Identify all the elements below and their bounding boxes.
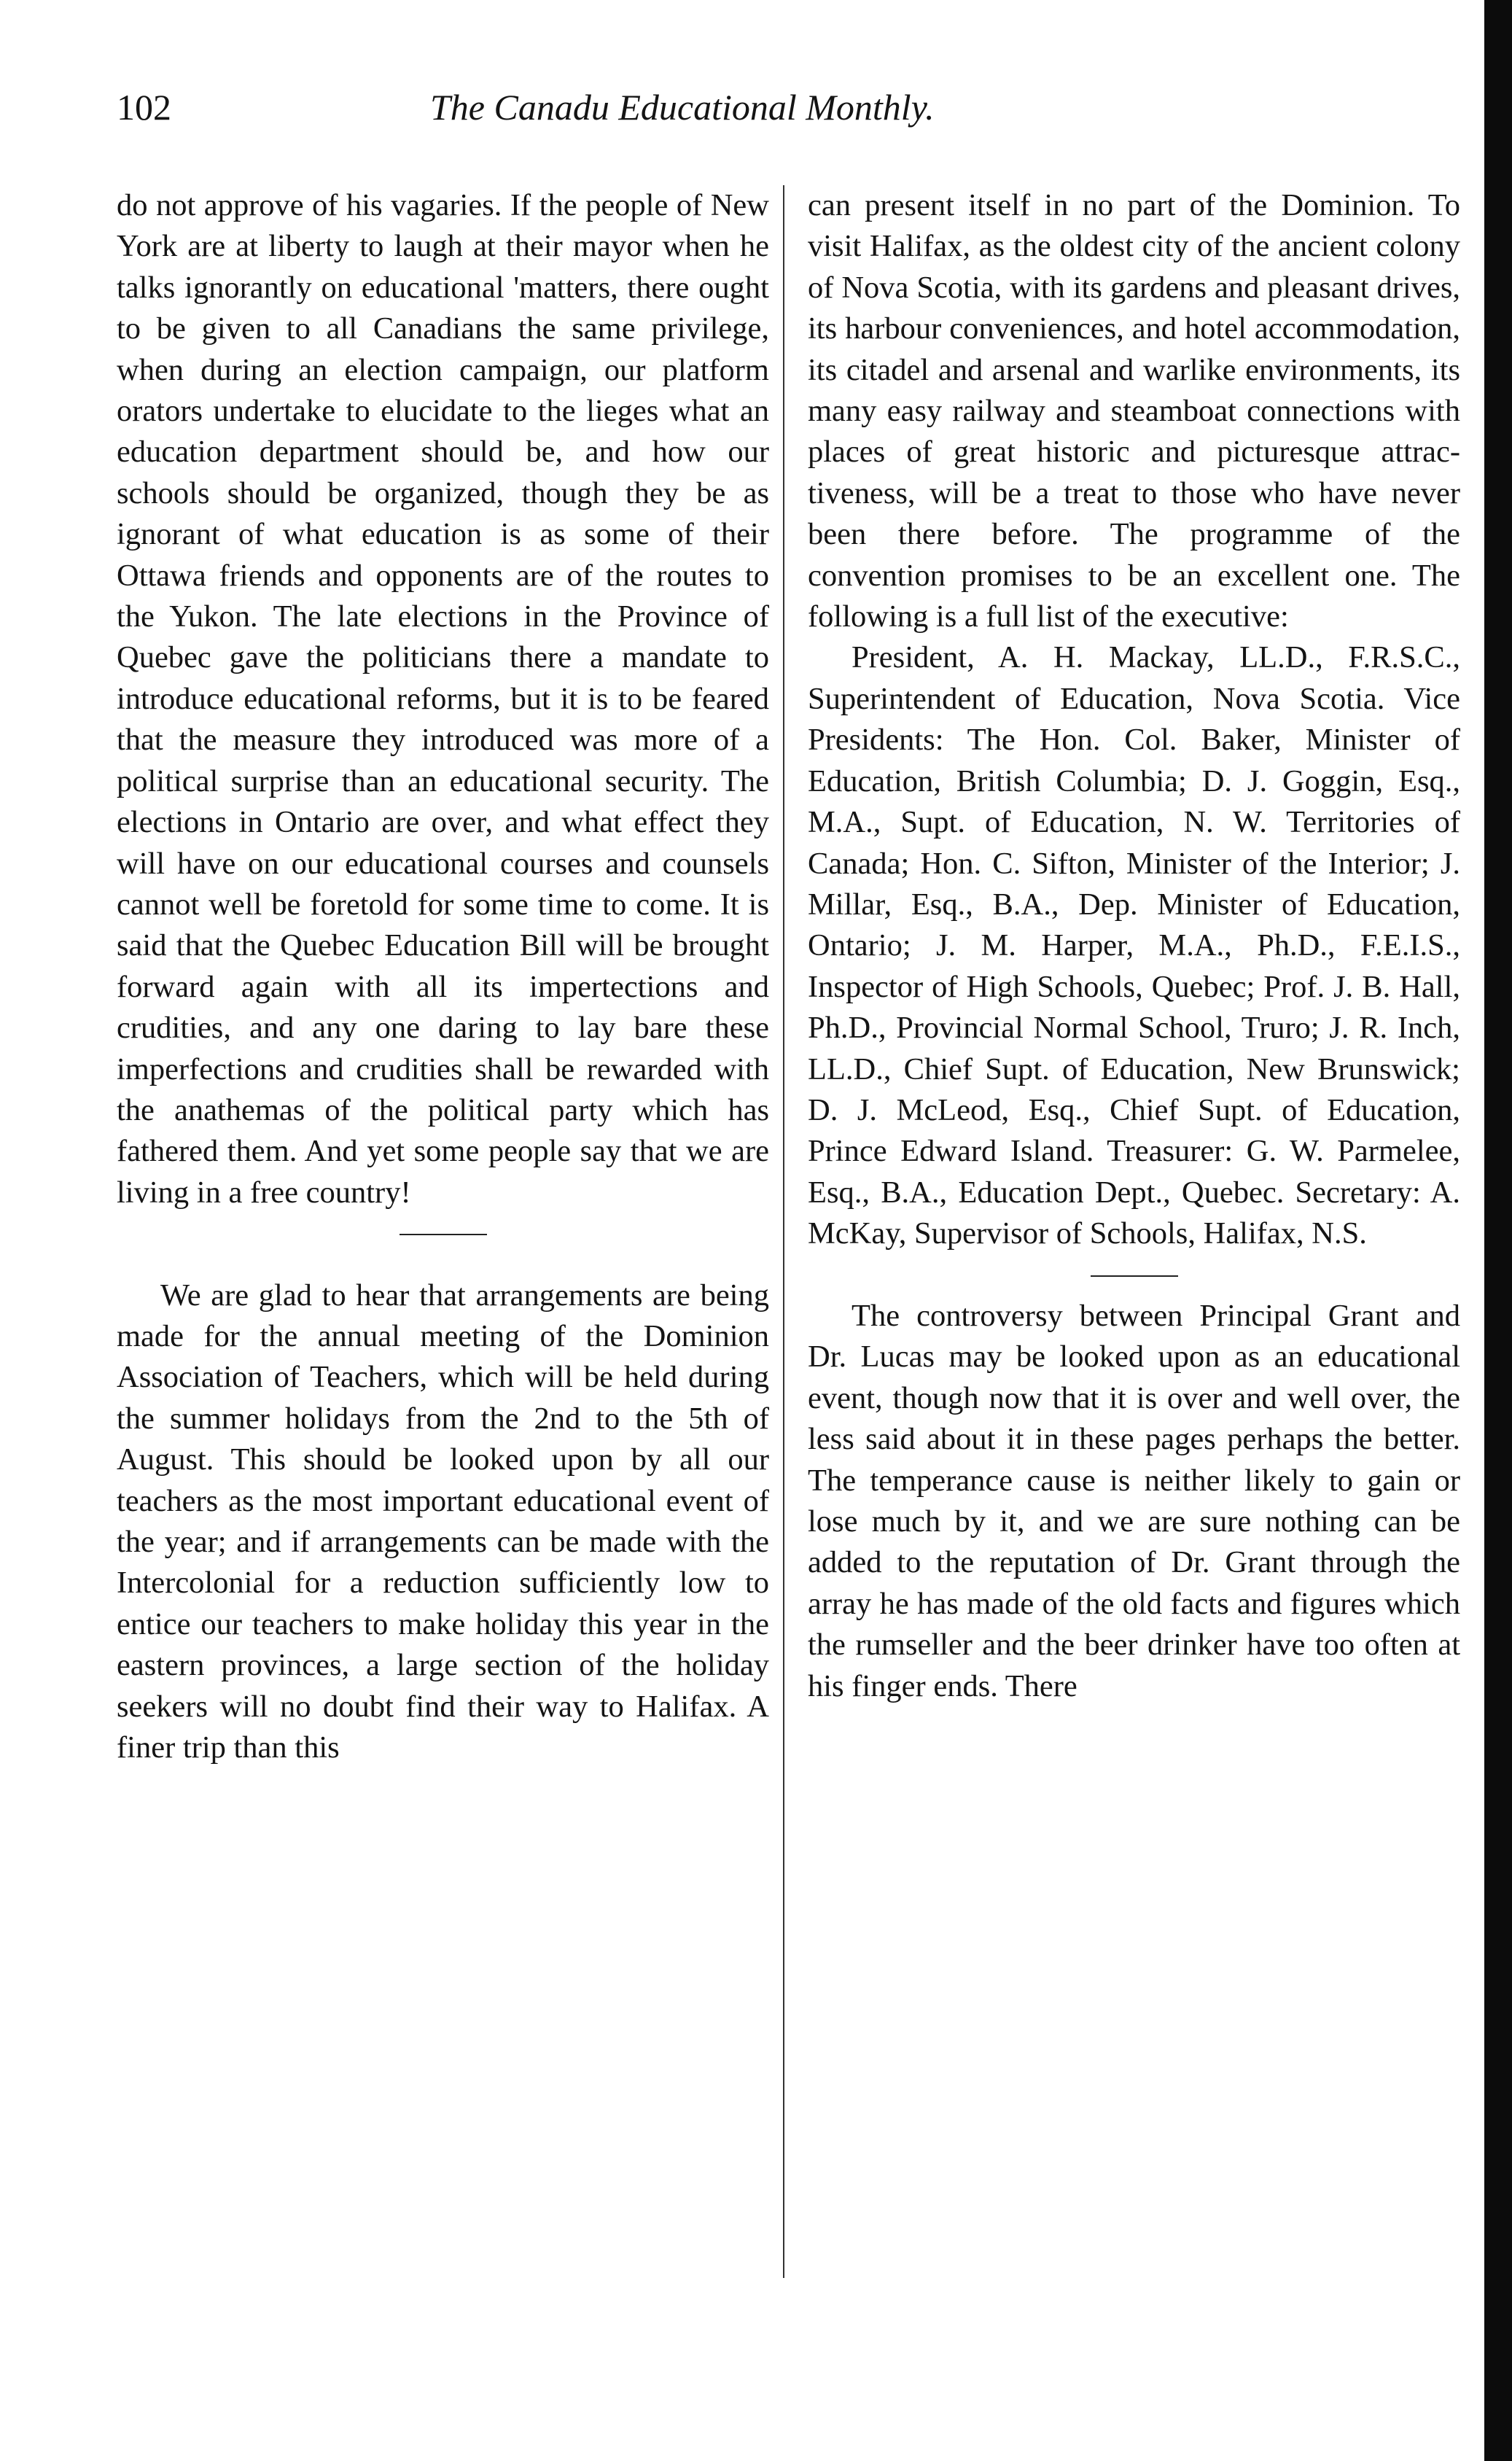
paragraph-gap <box>117 1255 769 1275</box>
left-paragraph-2: We are glad to hear that arrangements are being made for the annual meeting of the Dominion Association of Teachers, which will be held during the summer holidays from the 2nd to the 5th of August. This should be looked upon by all our teachers as the most important educational event of the year; and if arrangements can be made with the Intercolonial for a reduction sufficiently low to entice our teachers to make holiday this year in the eastern provinces, a large section of the holiday seekers will no doubt find their way to Halifax. A finer trip than this <box>117 1278 769 1765</box>
right-paragraph-1: can present itself in no part of the Dominion. To visit Halifax, as the oldest city of the ancient colony of Nova Scotia, with its gardens and pleasant drives, its harbour conveniences, and hotel accommodation, its citadel and arsenal and warlike environments, its many easy railway and steamboat connections with places of great historic and picturesque attractiveness, will be a treat to those who have never been there before. The programme of the convention promises to be an excellent one. The following is a full list of the executive: <box>808 188 1460 634</box>
section-rule <box>808 1255 1460 1296</box>
left-paragraph-1: do not approve of his vagaries. If the people of New York are at liberty to laugh at their mayor when he talks ignorantly on educational 'matters, there ought to be given to all Canadians the same privilege, when during an election campaign, our platform orators undertake to elucidate to the lieges what an education department should be, and how our schools should be organized, though they be as ignorant of what education is as some of their Ottawa friends and opponents are of the routes to the Yukon. The late elections in the Province of Quebec gave the politicians there a mandate to introduce educational reforms, but it is to be feared that the measure they introduced was more of a political surprise than an educational security. The elections in Ontario are over, and what effect they will have on our educational courses and counsels cannot well be foretold for some time to come. It is said that the Quebec Education Bill will be brought forward again with all its impertections and crudities, and any one daring to lay bare these imperfections and crudities shall be rewarded with the anathemas of the political party which has fathered them. And yet some people say that we are living in a free country! <box>117 188 769 1210</box>
column-divider <box>783 185 784 2278</box>
running-title: The Canadu Educational Monthly. <box>430 87 935 128</box>
executive-list: President, A. H. Mackay, LL.D., F.R.S.C., Superintendent of Education, Nova Scotia. Vice Presidents: The Hon. Col. Baker, Minister of Education, British Columbia; D. J. Goggin, Esq., M.A., Supt. of Education, N. W. Territories of Canada; Hon. C. Sifton, Minister of the Interior; J. Millar, Esq., B.A., Dep. Minister of Education, Ontario; J. M. Harper, M.A., Ph.D., F.E.I.S., Inspector of High Schools, Quebec; Prof. J. B. Hall, Ph.D., Provincial Normal School, Truro; J. R. Inch, LL.D., Chief Supt. of Education, New Brunswick; D. J. McLeod, Esq., Chief Supt. of Education, Prince Edward Island. Treasurer: G. W. Parmelee, Esq., B.A., Education Dept., Quebec. Secretary: A. McKay, Supervisor of Schools, Halifax, N.S. <box>808 640 1460 1251</box>
left-column <box>117 185 769 1768</box>
right-column <box>808 185 1460 1707</box>
page-number: 102 <box>117 87 171 128</box>
section-rule <box>117 1213 769 1254</box>
scan-edge-bar <box>1484 0 1512 2461</box>
right-paragraph-3: The controversy between Principal Grant and Dr. Lucas may be looked upon as an educational event, though now that it is over and well over, the less said about it in these pages perhaps the better. The temperance cause is neither likely to gain or lose much by it, and we are sure nothing can be added to the reputation of Dr. Grant through the array he has made of the old facts and figures which the rumseller and the beer drinker have too often at his finger ends. There <box>808 1298 1460 1703</box>
page-header <box>117 86 1137 152</box>
